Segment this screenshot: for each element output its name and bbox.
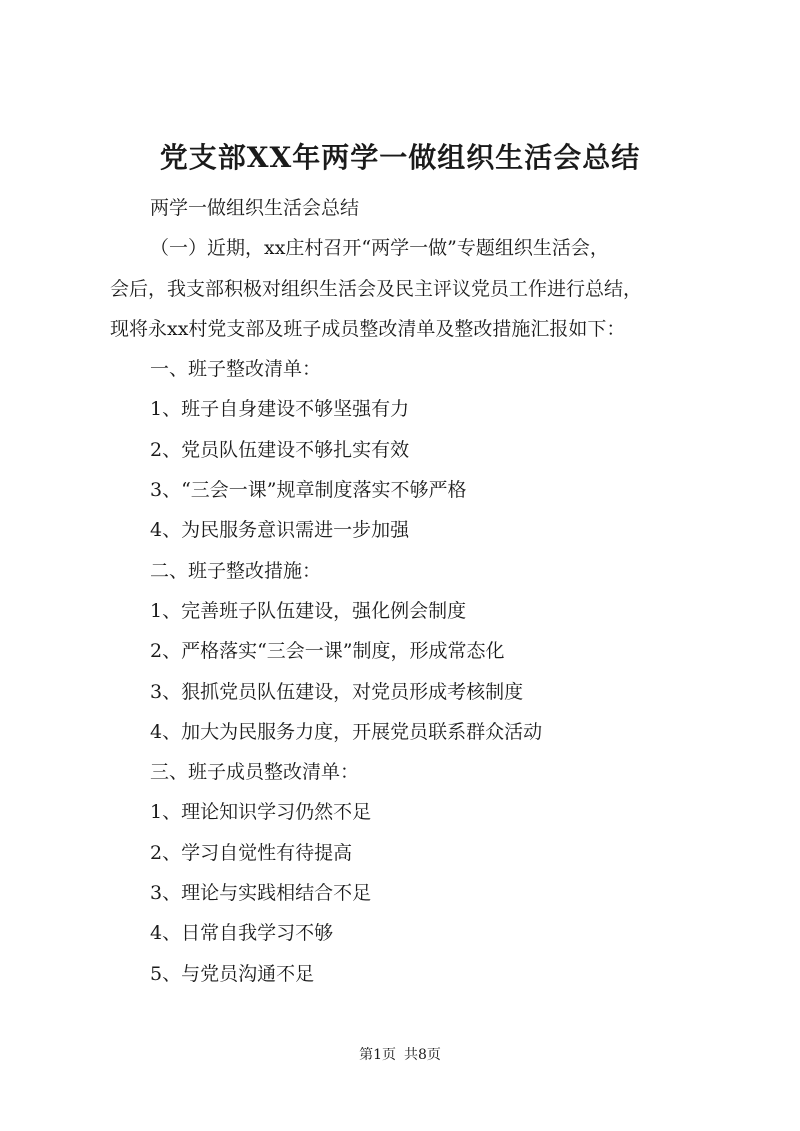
list-item: 2、严格落实“三会一课”制度，形成常态化 [150,640,505,663]
list-item: 3、狠抓党员队伍建设，对党员形成考核制度 [150,680,524,703]
intro-line: （一）近期，xx庄村召开“两学一做”专题组织生活会， [150,237,609,260]
list-item: 4、日常自我学习不够 [150,922,334,945]
page-number: 第1页 [359,1047,396,1063]
section-heading: 一、班子整改清单： [150,358,322,381]
list-item: 4、加大为民服务力度，开展党员联系群众活动 [150,720,543,743]
document-title: 党支部XX年两学一做组织生活会总结 [159,141,641,174]
list-item: 2、学习自觉性有待提高 [150,841,353,864]
section-heading: 三、班子成员整改清单： [150,761,360,784]
list-item: 4、为民服务意识需进一步加强 [150,519,410,542]
intro-line: 会后，我支部积极对组织生活会及民主评议党员工作进行总结， [110,277,643,300]
list-item: 1、完善班子队伍建设，强化例会制度 [150,599,467,622]
list-item: 3、“三会一课”规章制度落实不够严格 [150,479,467,502]
intro-line: 现将永xx村党支部及班子成员整改清单及整改措施汇报如下： [110,317,626,340]
list-item: 2、党员队伍建设不够扎实有效 [150,438,410,461]
list-item: 1、理论知识学习仍然不足 [150,801,372,824]
list-item: 3、理论与实践相结合不足 [150,882,372,905]
section-heading: 二、班子整改措施： [150,559,322,582]
document-subtitle: 两学一做组织生活会总结 [150,197,360,219]
page-total: 共8页 [404,1047,441,1063]
document-body [110,188,700,994]
list-item: 1、班子自身建设不够坚强有力 [150,398,410,421]
list-item: 5、与党员沟通不足 [150,962,315,985]
page-footer [0,1045,800,1065]
